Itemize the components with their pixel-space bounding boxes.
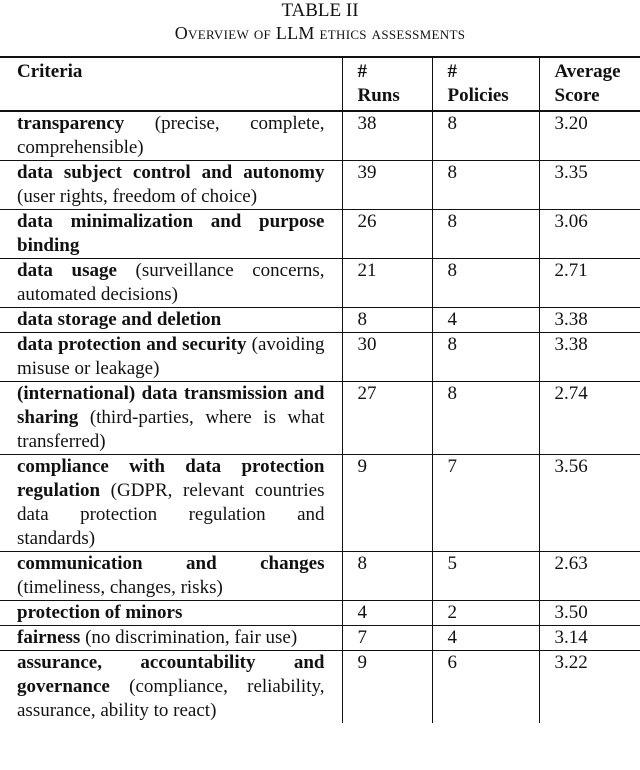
header-runs-line2: Runs xyxy=(357,85,400,106)
runs-cell: 38 xyxy=(342,111,432,161)
criteria-name: data subject control and autonomy xyxy=(17,162,325,183)
score-cell: 3.56 xyxy=(554,456,588,477)
criteria-cell xyxy=(0,259,342,308)
policies-cell: 8 xyxy=(432,259,539,308)
policies-cell: 8 xyxy=(432,382,539,455)
policies-cell: 8 xyxy=(432,333,539,382)
table-row xyxy=(0,161,640,210)
criteria-name: transparency xyxy=(17,113,125,134)
table-body xyxy=(0,111,640,723)
criteria-description: (GDPR, relevant countries data protection regulation and standards) xyxy=(17,480,325,549)
score-cell: 3.14 xyxy=(554,627,588,648)
table-row xyxy=(0,552,640,601)
runs-cell: 7 xyxy=(342,626,432,651)
runs-cell: 8 xyxy=(342,308,432,333)
criteria-name: compliance with data protection regulation xyxy=(17,456,325,501)
table-row xyxy=(0,210,640,259)
table-row xyxy=(0,333,640,382)
criteria-cell xyxy=(0,651,342,724)
table-row xyxy=(0,455,640,552)
score-cell: 2.63 xyxy=(554,553,588,574)
header-runs-line1: # xyxy=(357,61,367,82)
table-row xyxy=(0,308,640,333)
policies-cell: 5 xyxy=(432,552,539,601)
criteria-name: data protection and security xyxy=(17,334,247,355)
runs-cell: 39 xyxy=(342,161,432,210)
table-row xyxy=(0,626,640,651)
header-row xyxy=(0,57,640,111)
policies-cell: 8 xyxy=(432,210,539,259)
score-cell: 3.35 xyxy=(554,162,588,183)
score-cell: 3.06 xyxy=(554,211,588,232)
criteria-cell xyxy=(0,382,342,455)
table-row xyxy=(0,259,640,308)
criteria-name: fairness xyxy=(17,627,81,648)
criteria-description: (no discrimination, fair use) xyxy=(80,627,298,648)
table-row xyxy=(0,651,640,724)
header-score-line1: Average xyxy=(554,61,621,82)
header-policies-line2: Policies xyxy=(447,85,509,106)
policies-cell: 4 xyxy=(432,308,539,333)
criteria-cell xyxy=(0,161,342,210)
criteria-description: (precise, complete, comprehensible) xyxy=(17,113,325,158)
policies-cell: 7 xyxy=(432,455,539,552)
header-policies xyxy=(432,57,539,111)
score-cell: 3.50 xyxy=(554,602,588,623)
criteria-cell xyxy=(0,111,342,161)
policies-cell: 4 xyxy=(432,626,539,651)
score-cell: 2.74 xyxy=(554,383,588,404)
runs-cell: 8 xyxy=(342,552,432,601)
policies-cell: 2 xyxy=(432,601,539,626)
criteria-cell xyxy=(0,601,342,626)
score-cell: 3.20 xyxy=(554,113,588,134)
criteria-description: (avoiding misuse or leakage) xyxy=(17,334,325,379)
header-policies-line1: # xyxy=(447,61,457,82)
score-cell: 2.71 xyxy=(554,260,588,281)
runs-cell: 27 xyxy=(342,382,432,455)
policies-cell: 6 xyxy=(432,651,539,724)
criteria-name: (international) data transmission and sharing xyxy=(17,383,325,428)
runs-cell: 26 xyxy=(342,210,432,259)
criteria-cell xyxy=(0,552,342,601)
runs-cell: 21 xyxy=(342,259,432,308)
policies-cell: 8 xyxy=(432,111,539,161)
table-row xyxy=(0,382,640,455)
score-cell: 3.22 xyxy=(554,652,588,673)
criteria-description: (user rights, freedom of choice) xyxy=(17,186,258,207)
criteria-cell xyxy=(0,333,342,382)
header-score-line2: Score xyxy=(554,85,600,106)
criteria-name: data storage and deletion xyxy=(17,309,222,330)
runs-cell: 9 xyxy=(342,455,432,552)
runs-cell: 4 xyxy=(342,601,432,626)
ethics-assessment-table xyxy=(0,56,640,723)
table-row xyxy=(0,601,640,626)
header-runs xyxy=(342,57,432,111)
policies-cell: 8 xyxy=(432,161,539,210)
criteria-name: communication and changes xyxy=(17,553,325,574)
runs-cell: 9 xyxy=(342,651,432,724)
criteria-description: (surveillance concerns, automated decisions) xyxy=(17,260,325,305)
criteria-cell xyxy=(0,455,342,552)
table-label: TABLE II xyxy=(281,0,359,21)
criteria-name: assurance, accountability and governance xyxy=(17,652,325,697)
criteria-cell xyxy=(0,626,342,651)
table-row xyxy=(0,111,640,161)
score-cell: 3.38 xyxy=(554,334,588,355)
score-cell: 3.38 xyxy=(554,309,588,330)
criteria-description: (timeliness, changes, risks) xyxy=(17,577,223,598)
criteria-name: data minimalization and purpose binding xyxy=(17,211,325,256)
runs-cell: 30 xyxy=(342,333,432,382)
criteria-name: data usage xyxy=(17,260,117,281)
header-score xyxy=(539,57,640,111)
header-criteria: Criteria xyxy=(0,57,342,111)
criteria-description: (third-parties, where is what transferred) xyxy=(17,407,325,452)
table-caption xyxy=(0,0,640,44)
criteria-name: protection of minors xyxy=(17,602,183,623)
table-title: Overview of LLM ethics assessments xyxy=(174,23,466,43)
criteria-cell xyxy=(0,308,342,333)
criteria-cell xyxy=(0,210,342,259)
criteria-description: (compliance, reliability, assurance, ability to react) xyxy=(17,676,325,721)
